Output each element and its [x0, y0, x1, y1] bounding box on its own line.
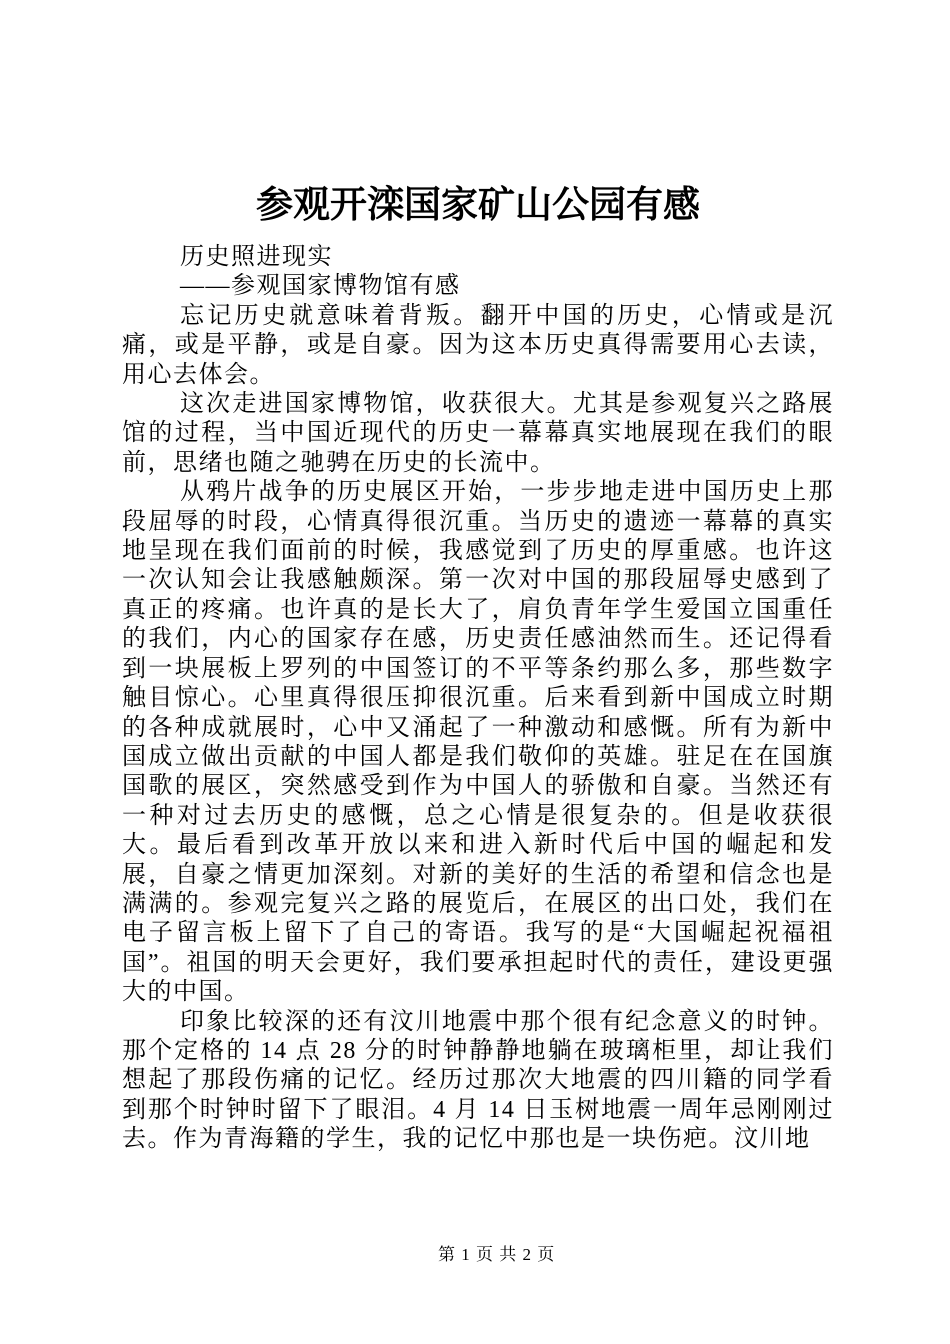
paragraph-2: 这次走进国家博物馆，收获很大。尤其是参观复兴之路展馆的过程，当中国近现代的历史一幕幕真实地展现在我们的眼前，思绪也随之驰骋在历史的长流中。 — [122, 391, 834, 476]
document-title: 参观开滦国家矿山公园有感 — [256, 184, 700, 225]
paragraph-4: 印象比较深的还有汶川地震中那个很有纪念意义的时钟。那个定格的 14 点 28 分的时钟静静地躺在玻璃柜里，却让我们想起了那段伤痛的记忆。经历过那次大地震的四川籍的同学看到那个时钟时留下了眼泪。4 月 14 日玉树地震一周年忌刚刚过去。作为青海籍的学生，我的记忆中那也是一块伤疤。汶川地 — [122, 1008, 834, 1153]
page-number-footer: 第 1 页 共 2 页 — [438, 1245, 556, 1264]
subtitle-dash-line: ——参观国家博物馆有感 — [180, 273, 461, 300]
subtitle-line: 历史照进现实 — [180, 244, 333, 270]
document-content — [122, 183, 834, 1155]
paragraph-3: 从鸦片战争的历史展区开始，一步步地走进中国历史上那段屈辱的时段，心情真得很沉重。当历史的遗迹一幕幕的真实地呈现在我们面前的时候，我感觉到了历史的厚重感。也许这一次认知会让我感触颇深。第一次对中国的那段屈辱史感到了真正的疼痛。也许真的是长大了，肩负青年学生爱国立国重任的我们，内心的国家存在感，历史责任感油然而生。还记得看到一块展板上罗列的中国签订的不平等条约那么多，那些数字触目惊心。心里真得很压抑很沉重。后来看到新中国成立时期的各种成就展时，心中又涌起了一种激动和感慨。所有为新中国成立做出贡献的中国人都是我们敬仰的英雄。驻足在在国旗国歌的展区，突然感受到作为中国人的骄傲和自豪。当然还有一种对过去历史的感慨，总之心情是很复杂的。但是收获很大。最后看到改革开放以来和进入新时代后中国的崛起和发展，自豪之情更加深刻。对新的美好的生活的希望和信念也是满满的。参观完复兴之路的展览后，在展区的出口处，我们在电子留言板上留下了自己的寄语。我写的是“大国崛起祝福祖国”。祖国的明天会更好，我们要承担起时代的责任，建设更强大的中国。 — [122, 479, 834, 1006]
paragraph-1: 忘记历史就意味着背叛。翻开中国的历史，心情或是沉痛，或是平静，或是自豪。因为这本历史真得需要用心去读，用心去体会。 — [122, 302, 834, 388]
